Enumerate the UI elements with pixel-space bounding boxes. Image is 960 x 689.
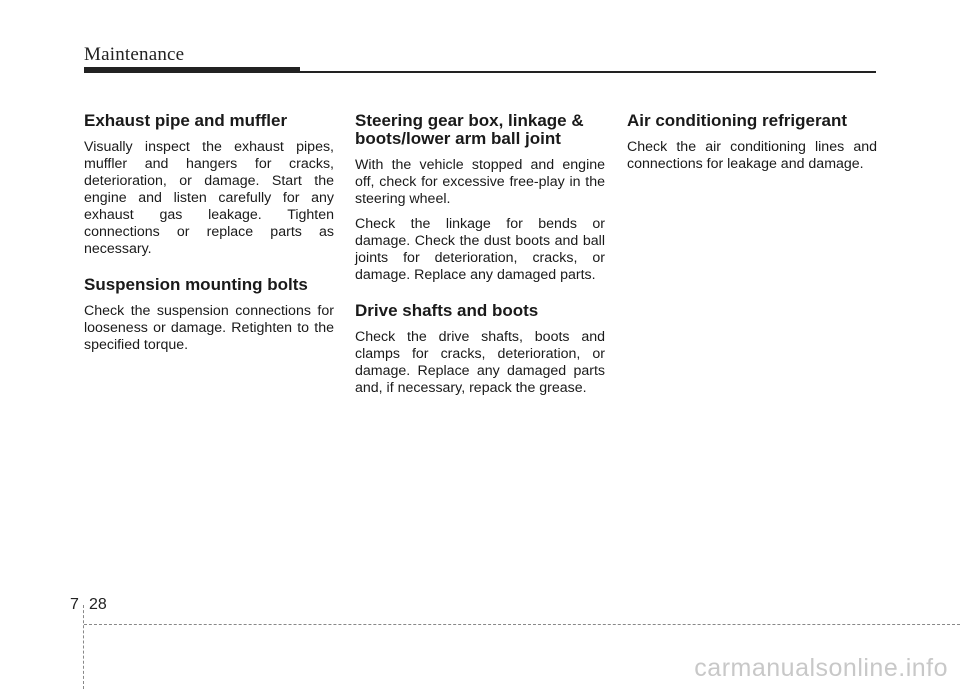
section-steering-gear <box>355 112 605 284</box>
section-suspension-bolts <box>84 276 334 354</box>
section-paragraph: Check the linkage for bends or damage. Check the dust boots and ball joints for deterioration, cracks, or damage. Replace any damaged parts. <box>355 216 605 283</box>
section-title: Air conditioning refrigerant <box>627 111 848 130</box>
section-exhaust-pipe <box>84 112 334 258</box>
column-1 <box>84 112 334 372</box>
chapter-number: 7 <box>70 596 79 613</box>
footer-vertical-rule <box>83 605 85 689</box>
section-paragraph: Visually inspect the exhaust pipes, muffler and hangers for cracks, deterioration, or damage. Start the engine and listen carefully for any exhaust gas leakage. Tighten connections or replace parts as necessary. <box>84 139 334 257</box>
footer-horizontal-rule <box>84 624 960 625</box>
column-3 <box>627 112 877 191</box>
column-2 <box>355 112 605 415</box>
section-title: Suspension mounting bolts <box>84 275 308 294</box>
section-drive-shafts <box>355 302 605 397</box>
section-paragraph: Check the air conditioning lines and connections for leakage and damage. <box>627 139 877 172</box>
header-rule-thin <box>300 71 876 73</box>
section-paragraph: Check the suspension connections for looseness or damage. Retighten to the specified torque. <box>84 303 334 353</box>
section-ac-refrigerant <box>627 112 877 173</box>
header-rule-thick <box>84 67 300 73</box>
page-number: 28 <box>89 596 107 613</box>
section-title: Exhaust pipe and muffler <box>84 111 288 130</box>
watermark: carmanualsonline.info <box>694 654 948 682</box>
section-title: Drive shafts and boots <box>355 301 539 320</box>
section-title: Steering gear box, linkage & boots/lower arm ball joint <box>355 111 584 148</box>
section-paragraph: With the vehicle stopped and engine off, check for excessive free-play in the steering wheel. <box>355 157 605 207</box>
section-paragraph: Check the drive shafts, boots and clamps for cracks, deterioration, or damage. Replace any damaged parts and, if necessary, repack the grease. <box>355 329 605 396</box>
header-title: Maintenance <box>84 44 185 65</box>
